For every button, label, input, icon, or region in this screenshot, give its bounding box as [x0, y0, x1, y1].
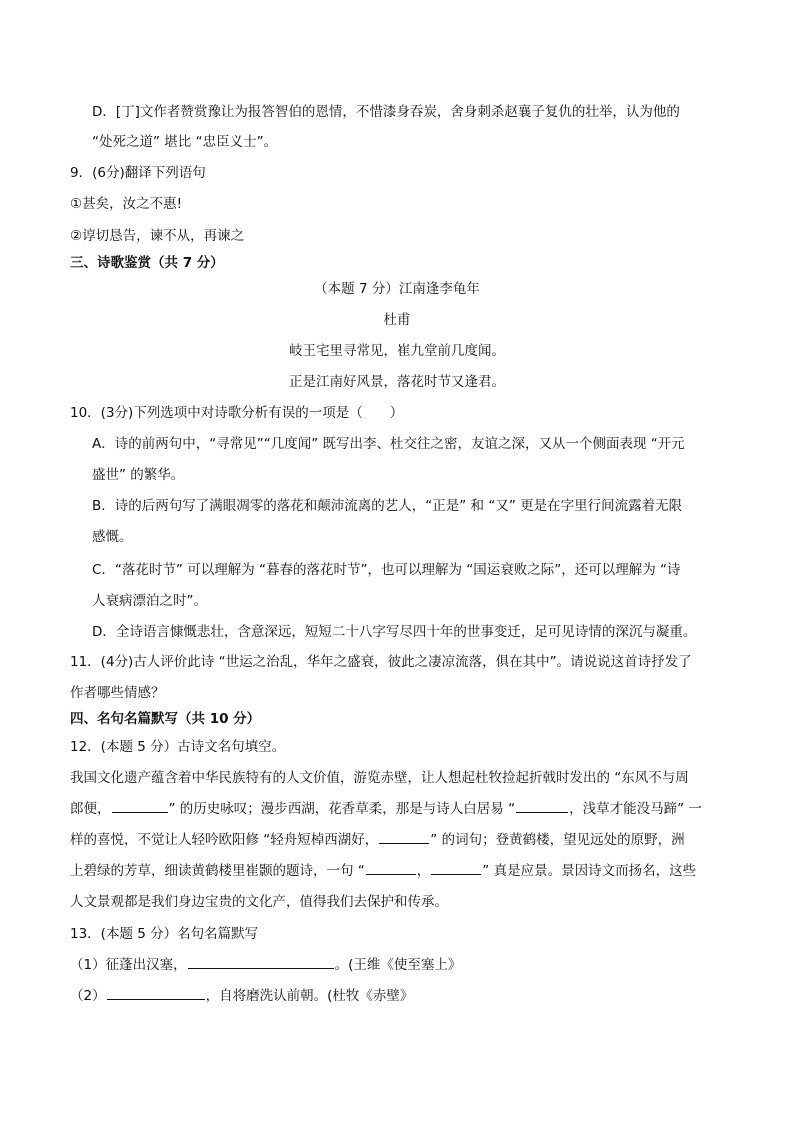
q11-line2: 作者哪些情感？ — [70, 685, 165, 701]
q10-option-c-line1: C．“落花时节” 可以理解为 “暮春的落花时节”，也可以理解为 “国运衰败之际”，还可以理解为 “诗 — [92, 562, 681, 578]
q13-item-2-text-b: ，自将磨洗认前朝。(杜牧《赤壁》 — [205, 988, 414, 1004]
q10-option-d: D．全诗语言慷慨悲壮，含意深远，短短二十八字写尽四十年的世事变迁，足可见诗情的深沉与凝重。 — [92, 624, 697, 640]
q12-text-2b: ” 的历史咏叹；漫步西湖，花香草柔，那是与诗人白居易 “ — [168, 801, 516, 817]
q10-option-b-line2: 感慨。 — [92, 529, 133, 545]
q13-item-2-text-a: （2） — [70, 988, 106, 1004]
q11-line1: 11．(4分)古人评价此诗 “世运之治乱，华年之盛衰，彼此之凄凉流落，俱在其中”。请说说这首诗抒发了 — [70, 654, 692, 670]
q9-item-1: ①甚矣，汝之不惠! — [70, 196, 183, 212]
q12-paragraph-line1: 我国文化遗产蕴含着中华民族特有的人文价值，游览赤壁，让人想起杜牧捡起折戟时发出的 “东风不与周 — [70, 770, 689, 786]
q13-item-1-text-a: （1）征蓬出汉塞， — [70, 957, 187, 973]
answer-blank[interactable] — [379, 830, 429, 844]
q12-text-4a: 上碧绿的芳草，细读黄鹤楼里崔颢的题诗，一句 “ — [70, 863, 365, 879]
q12-text-3a: 样的喜悦，不觉让人轻吟欧阳修 “轻舟短棹西湖好， — [70, 832, 379, 848]
q12-text-2a: 郎便， — [70, 801, 111, 817]
answer-blank[interactable] — [431, 861, 481, 875]
q9-title: 9．(6分)翻译下列语句 — [70, 165, 206, 181]
answer-blank[interactable] — [112, 799, 168, 813]
poem-line-2: 正是江南好风景，落花时节又逢君。 — [289, 374, 505, 390]
q12-paragraph-line3 — [70, 830, 685, 850]
q8-option-d-line1: D．[丁]文作者赞赏豫让为报答智伯的恩情，不惜漆身吞炭，舍身刺杀赵襄子复仇的壮举，认为他的 — [92, 104, 680, 120]
poem-author: 杜甫 — [383, 312, 411, 328]
section-4-heading: 四、名句名篇默写（共 10 分） — [70, 711, 261, 727]
q8-option-d-line2: “处死之道” 堪比 “忠臣义士”。 — [92, 134, 278, 150]
q12-paragraph-line2 — [70, 799, 702, 819]
q10-option-c-line2: 人衰病漂泊之时”。 — [92, 593, 207, 609]
q10-option-b-line1: B．诗的后两句写了满眼凋零的落花和颠沛流离的艺人，“正是” 和 “又” 更是在字里行间流露着无限 — [92, 498, 683, 514]
q12-text-4b: ， — [416, 863, 431, 879]
section-3-heading: 三、诗歌鉴赏（共 7 分） — [70, 255, 224, 271]
q12-text-3b: ” 的词句；登黄鹤楼，望见远处的原野，洲 — [430, 832, 685, 848]
q13-item-1 — [70, 955, 461, 975]
q12-paragraph-line4 — [70, 861, 696, 881]
poem-title: （本题 7 分）江南逢李龟年 — [314, 281, 480, 297]
q12-text-4c: ” 真是应景。景因诗文而扬名，这些 — [482, 863, 697, 879]
q12-title: 12．(本题 5 分）古诗文名句填空。 — [70, 739, 286, 755]
q13-item-1-text-b: 。(王维《使至塞上》 — [334, 957, 462, 973]
poem-line-1: 岐王宅里寻常见，崔九堂前几度闻。 — [289, 343, 505, 359]
q13-title: 13．(本题 5 分）名句名篇默写 — [70, 926, 259, 942]
answer-blank[interactable] — [107, 986, 205, 1000]
q9-item-2: ②谆切恳告，谏不从，再谏之 — [70, 228, 245, 244]
q10-title: 10．(3分)下列选项中对诗歌分析有误的一项是（ ） — [70, 405, 404, 421]
answer-blank[interactable] — [188, 955, 334, 969]
answer-blank[interactable] — [366, 861, 416, 875]
q13-item-2 — [70, 986, 413, 1006]
answer-blank[interactable] — [516, 799, 568, 813]
q10-option-a-line1: A．诗的前两句中，“寻常见”“几度闻” 既写出李、杜交往之密，友谊之深，又从一个侧面表现 “开元 — [92, 436, 685, 452]
q12-paragraph-line5: 人文景观都是我们身边宝贵的文化产，值得我们去保护和传承。 — [70, 894, 448, 910]
q12-text-2c: ，浅草才能没马蹄” 一 — [569, 801, 702, 817]
q10-option-a-line2: 盛世” 的繁华。 — [92, 467, 185, 483]
